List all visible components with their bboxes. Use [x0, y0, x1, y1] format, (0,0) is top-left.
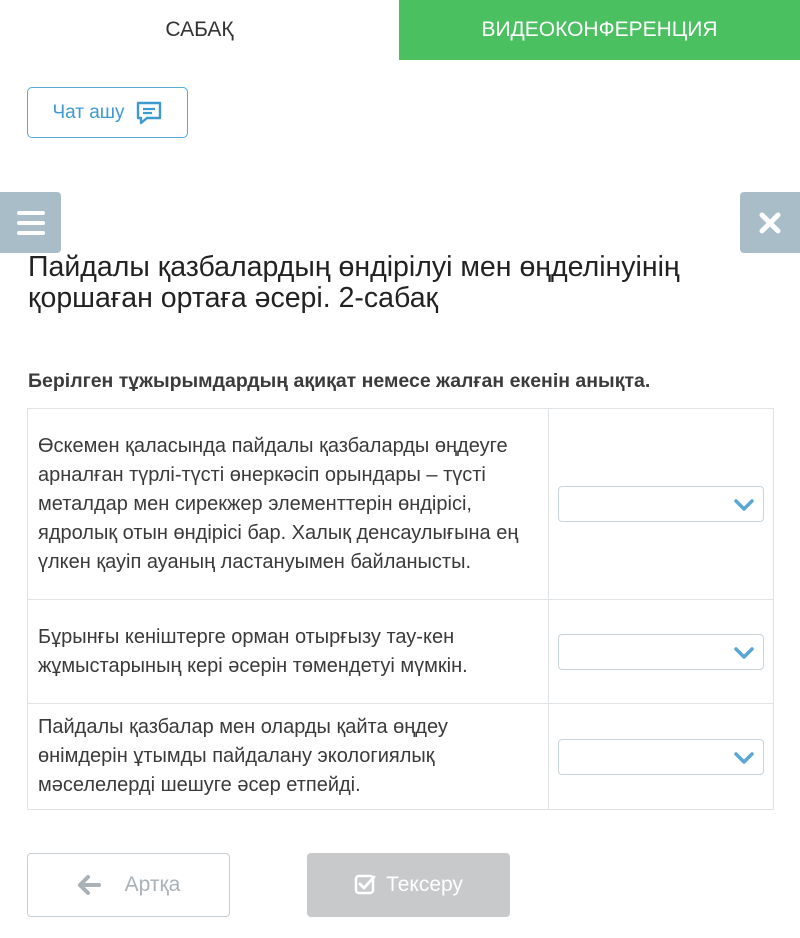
chevron-down-icon [734, 498, 754, 512]
statement-text: Өскемен қаласында пайдалы қазбаларды өңдеуге арналған түрлі-түсті өнеркәсіп орындары – түсті металдар мен сирекжер элементтерін өндірісі, ядролық отын өндірісі бар. Халық денсаулығына ең үлкен қауіп ауаның ластануымен байланысты. [28, 409, 549, 600]
tab-lesson[interactable]: САБАҚ [0, 0, 399, 60]
back-label: Артқа [124, 873, 181, 896]
checkbox-check-icon [354, 874, 376, 896]
table-row [28, 600, 774, 704]
table-row [28, 704, 774, 810]
chevron-down-icon [734, 646, 754, 660]
close-icon [758, 211, 782, 235]
open-chat-button[interactable] [27, 87, 188, 138]
arrow-left-icon [77, 875, 101, 895]
chat-icon [135, 100, 163, 126]
answer-select[interactable] [558, 634, 764, 670]
page-title: Пайдалы қазбалардың өндірілуі мен өңделінуінің қоршаған ортаға әсері. 2-сабақ [28, 251, 680, 314]
menu-button[interactable] [0, 192, 61, 253]
statement-text: Пайдалы қазбалар мен оларды қайта өңдеу өнімдерін ұтымды пайдалану экологиялық мәселелерді шешуге әсер етпейді. [28, 704, 549, 810]
close-button[interactable] [740, 192, 800, 253]
statements-table [27, 408, 774, 810]
open-chat-label: Чат ашу [52, 101, 125, 123]
answer-select[interactable] [558, 739, 764, 775]
chevron-down-icon [734, 751, 754, 765]
check-button[interactable] [307, 853, 510, 917]
table-row [28, 409, 774, 600]
answer-select[interactable] [558, 486, 764, 522]
tab-videoconference[interactable]: ВИДЕОКОНФЕРЕНЦИЯ [399, 0, 800, 60]
hamburger-icon [17, 211, 45, 215]
check-label: Тексеру [386, 873, 463, 896]
task-instruction: Берілген тұжырымдардың ақиқат немесе жалған екенін анықта. [28, 370, 651, 392]
back-button[interactable] [27, 853, 230, 917]
statement-text: Бұрынғы кеніштерге орман отырғызу тау-кен жұмыстарының кері әсерін төмендетуі мүмкін. [28, 600, 549, 704]
top-tabs [0, 0, 800, 60]
